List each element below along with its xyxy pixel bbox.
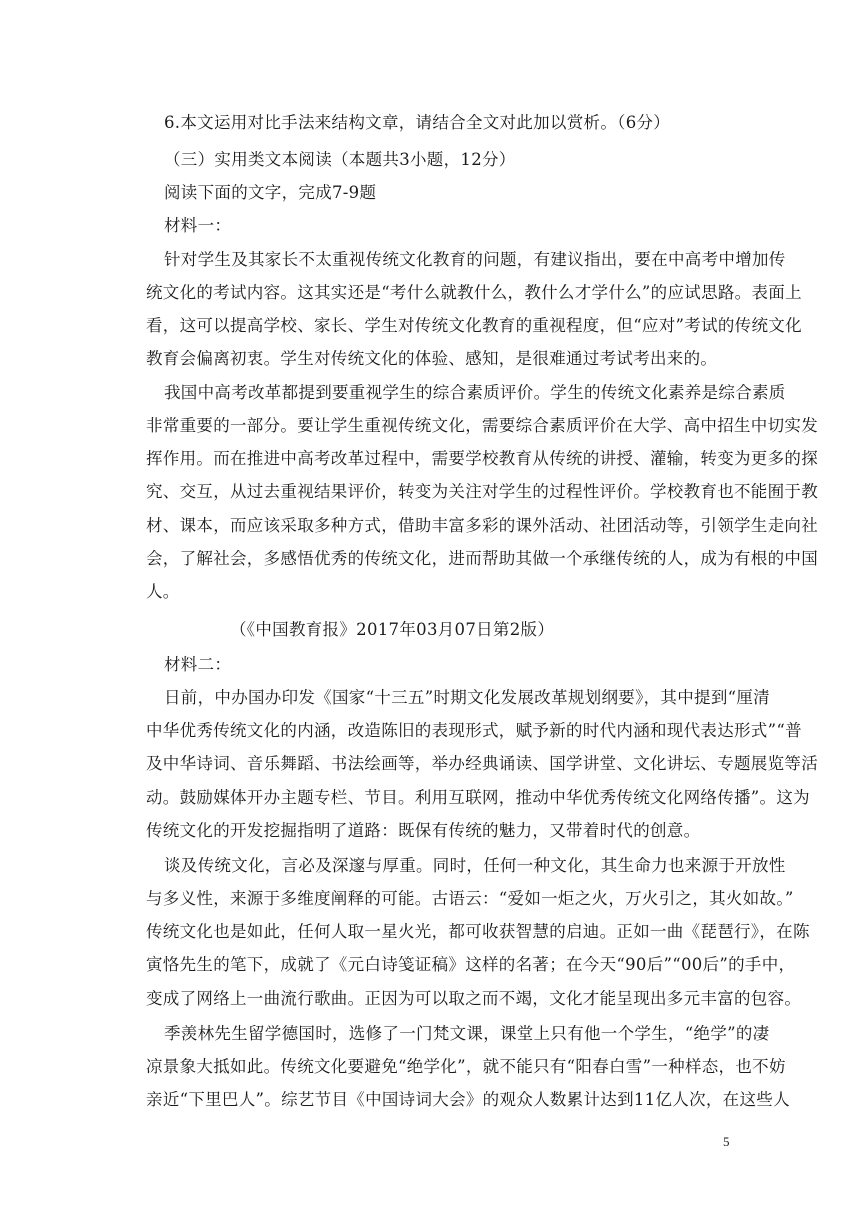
material-1-p2-line-2: 非常重要的一部分。要让学生重视传统文化，需要综合素质评价在大学、高中招生中切实发	[146, 416, 818, 435]
material-2-p2-line-4: 寅恪先生的笔下，成就了《元白诗笺证稿》这样的名著；在今天“90后”“00后”的手中，	[146, 955, 796, 974]
material-2-p2-line-2: 与多义性，来源于多维度阐释的可能。古语云：“爱如一炬之火，万火引之，其火如故。”	[146, 889, 794, 908]
material-1-p2-line-7: 人。	[146, 582, 180, 601]
material-1-p2-line-4: 究、交互，从过去重视结果评价，转变为关注对学生的过程性评价。学校教育也不能囿于教	[146, 482, 818, 501]
page-number: 5	[723, 1134, 730, 1149]
material-2-label: 材料二：	[164, 655, 232, 674]
question-6: 6.本文运用对比手法来结构文章，请结合全文对此加以赏析。（6分）	[164, 113, 671, 132]
reading-instruction: 阅读下面的文字，完成7-9题	[164, 183, 377, 202]
material-1-p2-line-6: 会，了解社会，多感悟优秀的传统文化，进而帮助其做一个承继传统的人，成为有根的中国	[146, 549, 818, 568]
material-2-p2-line-3: 传统文化也是如此，任何人取一星火光，都可收获智慧的启迪。正如一曲《琵琶行》，在陈	[146, 922, 810, 941]
material-2-p1-line-2: 中华优秀传统文化的内涵，改造陈旧的表现形式，赋予新的时代内涵和现代表达形式”“普	[146, 721, 802, 740]
material-1-p1-line-1: 针对学生及其家长不太重视传统文化教育的问题，有建议指出，要在中高考中增加传	[164, 250, 786, 269]
section-3-heading: （三）实用类文本阅读（本题共3小题，12分）	[164, 150, 516, 169]
material-2-p1-line-4: 动。鼓励媒体开办主题专栏、节目。利用互联网，推动中华优秀传统文化网络传播”。这为	[146, 788, 810, 807]
material-1-p2-line-3: 挥作用。而在推进中高考改革过程中，需要学校教育从传统的讲授、灌输，转变为更多的探	[146, 449, 818, 468]
material-1-p1-line-3: 看，这可以提高学校、家长、学生对传统文化教育的重视程度，但“应对”考试的传统文化	[146, 316, 802, 335]
material-2-p1-line-5: 传统文化的开发挖掘指明了道路：既保有传统的魅力，又带着时代的创意。	[146, 821, 701, 840]
material-2-p1-line-1: 日前，中办国办印发《国家“十三五”时期文化发展改革规划纲要》，其中提到“厘清	[164, 688, 770, 707]
material-2-p2-line-5: 变成了网络上一曲流行歌曲。正因为可以取之而不竭，文化才能呈现出多元丰富的包容。	[146, 989, 802, 1008]
material-1-label: 材料一：	[164, 216, 232, 235]
material-2-p3-line-2: 凉景象大抵如此。传统文化要避免“绝学化”，就不能只有“阳春白雪”一种样态，也不妨	[146, 1057, 786, 1076]
material-2-p3-line-1: 季羡林先生留学德国时，选修了一门梵文课，课堂上只有他一个学生，“绝学”的凄	[164, 1024, 770, 1043]
material-2-p2-line-1: 谈及传统文化，言必及深邃与厚重。同时，任何一种文化，其生命力也来源于开放性	[164, 856, 786, 875]
material-2-p3-line-3: 亲近“下里巴人”。综艺节目《中国诗词大会》的观众人数累计达到11亿人次，在这些人	[146, 1090, 790, 1109]
material-1-p1-line-2: 统文化的考试内容。这其实还是“考什么就教什么，教什么才学什么”的应试思路。表面上	[146, 283, 802, 302]
material-1-p2-line-1: 我国中高考改革都提到要重视学生的综合素质评价。学生的传统文化素养是综合素质	[164, 383, 786, 402]
material-1-p1-line-4: 教育会偏离初衷。学生对传统文化的体验、感知，是很难通过考试考出来的。	[146, 349, 718, 368]
material-2-p1-line-3: 及中华诗词、音乐舞蹈、书法绘画等，举办经典诵读、国学讲堂、文化讲坛、专题展览等活	[146, 754, 818, 773]
material-1-source: （《中国教育报》2017年03月07日第2版）	[230, 620, 555, 639]
material-1-p2-line-5: 材、课本，而应该采取多种方式，借助丰富多彩的课外活动、社团活动等，引领学生走向社	[146, 516, 818, 535]
